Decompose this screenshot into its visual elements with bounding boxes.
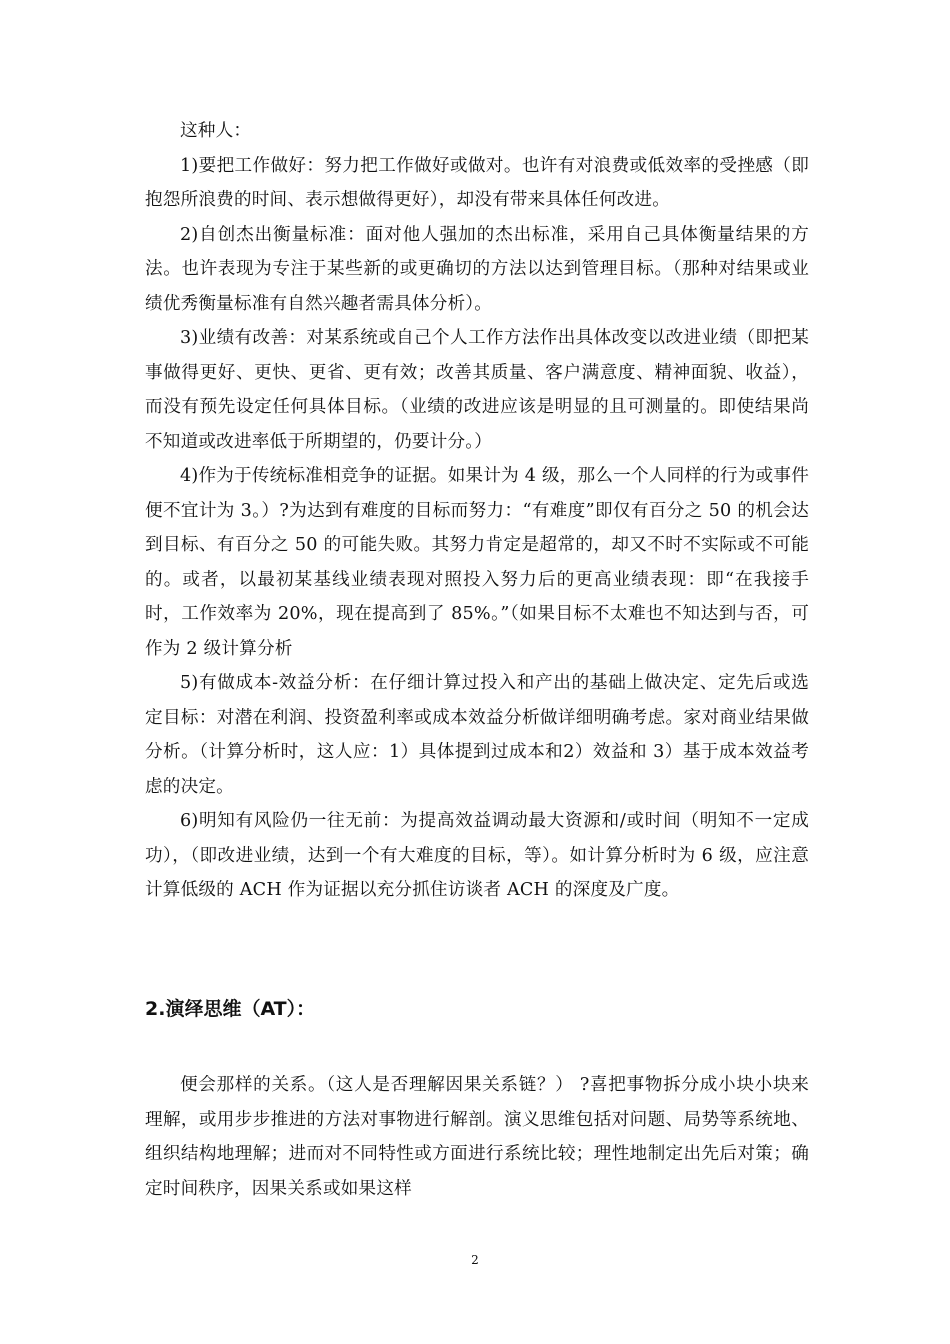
paragraph-item-1: 1)要把工作做好：努力把工作做好或做对。也许有对浪费或低效率的受挫感（即抱怨所浪费的时间、表示想做得更好），却没有带来具体任何改进。 [145, 155, 809, 210]
paragraph-item-3: 3)业绩有改善：对某系统或自己个人工作方法作出具体改变以改进业绩（即把某事做得更好、更快、更省、更有效；改善其质量、客户满意度、精神面貌、收益），而没有预先设定任何具体目标。（业绩的改进应该是明显的且可测量的。即使结果尚不知道或改进率低于所期望的，仍要计分。） [145, 328, 809, 452]
paragraph-item-2: 2)自创杰出衡量标准：面对他人强加的杰出标准，采用自己具体衡量结果的方法。也许表现为专注于某些新的或更确切的方法以达到管理目标。（那种对结果或业绩优秀衡量标准有自然兴趣者需具体分析）。 [145, 224, 809, 314]
section-1-body [145, 114, 809, 908]
paragraph-intro: 这种人： [180, 121, 252, 141]
section-2-heading: 2.演绎思维（AT）： [145, 998, 316, 1020]
paragraph-item-6: 6)明知有风险仍一往无前：为提高效益调动最大资源和/或时间（明知不一定成功），（即改进业绩，达到一个有大难度的目标，等）。如计算分析时为 6 级，应注意计算低级的 ACH 作为证据以充分抓住访谈者 ACH 的深度及广度。 [145, 811, 809, 900]
paragraph-item-5: 5)有做成本-效益分析：在仔细计算过投入和产出的基础上做决定、定先后或选定目标：对潜在利润、投资盈利率或成本效益分析做详细明确考虑。家对商业结果做分析。（计算分析时，这人应：1）具体提到过成本和2）效益和 3）基于成本效益考虑的决定。 [145, 673, 809, 797]
page-number: 2 [471, 1253, 479, 1267]
paragraph-item-4: 4)作为于传统标准相竞争的证据。如果计为 4 级，那么一个人同样的行为或事件便不宜计为 3。）?为达到有难度的目标而努力：“有难度”即仅有百分之 50 的机会达到目标、有百分之 50 的可能失败。其努力肯定是超常的，却又不时不实际或不可能的。或者，以最初某基线业绩表现对照投入努力后的更高业绩表现：即“在我接手时，工作效率为 20%，现在提高到了 85%。”（如果目标不太难也不知达到与否，可作为 2 级计算分析 [145, 466, 809, 659]
paragraph-section-2: 便会那样的关系。（这人是否理解因果关系链？） ?喜把事物拆分成小块小块来理解，或用步步推进的方法对事物进行解剖。演义思维包括对问题、局势等系统地、组织结构地理解；进而对不同特性或方面进行系统比较；理性地制定出先后对策；确定时间秩序，因果关系或如果这样 [145, 1075, 809, 1199]
section-2-body [145, 1068, 809, 1206]
